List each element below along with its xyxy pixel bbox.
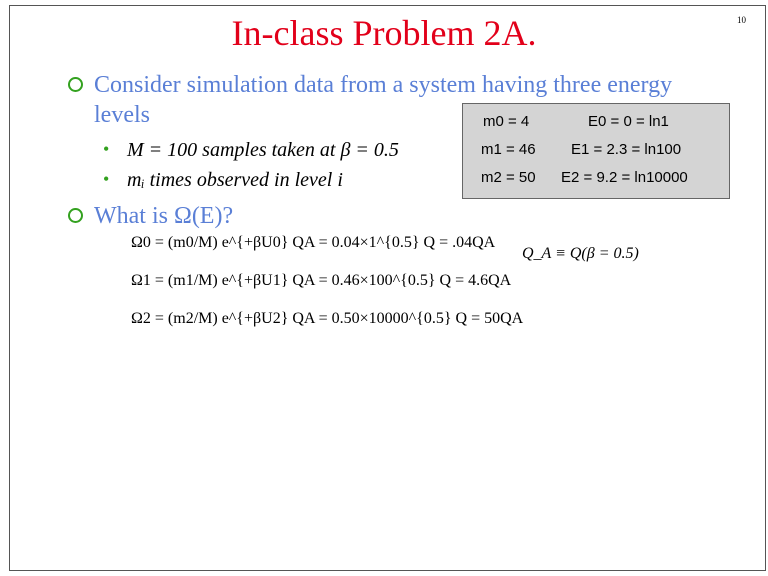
box-e1: E1 = 2.3 = ln100	[571, 141, 682, 158]
box-m0: m0 = 4	[483, 113, 530, 130]
qa-definition: Q_A ≡ Q(β = 0.5)	[522, 245, 639, 262]
bullet-ring-icon	[68, 208, 83, 223]
bullet-consider-line1: Consider simulation data from a system having three energy	[94, 72, 673, 98]
slide-title: In-class Problem 2A.	[231, 13, 537, 53]
equation-omega-2: Ω2 = (m2/M) e^{+βU2} QA = 0.50×10000^{0.5} Q = 50QA	[131, 310, 524, 327]
equation-omega-1: Ω1 = (m1/M) e^{+βU1} QA = 0.46×100^{0.5} Q = 4.6QA	[131, 272, 512, 289]
sub-bullet-times: mᵢ times observed in level i	[127, 169, 343, 191]
box-m1: m1 = 46	[481, 141, 536, 158]
box-e2: E2 = 9.2 = ln10000	[561, 169, 688, 186]
box-m2: m2 = 50	[481, 169, 536, 186]
sub-bullet-dot-icon: •	[103, 169, 110, 189]
page-number: 10	[737, 15, 746, 25]
bullet-what-is: What is Ω(E)?	[94, 203, 234, 229]
energy-levels-box	[462, 103, 730, 199]
equation-omega-0: Ω0 = (m0/M) e^{+βU0} QA = 0.04×1^{0.5} Q = .04QA	[131, 234, 496, 251]
sub-bullet-dot-icon: •	[103, 139, 110, 159]
bullet-ring-icon	[68, 77, 83, 92]
bullet-consider-line2: levels	[94, 102, 150, 128]
sub-bullet-samples: M = 100 samples taken at β = 0.5	[127, 139, 399, 161]
box-e0: E0 = 0 = ln1	[588, 113, 669, 130]
